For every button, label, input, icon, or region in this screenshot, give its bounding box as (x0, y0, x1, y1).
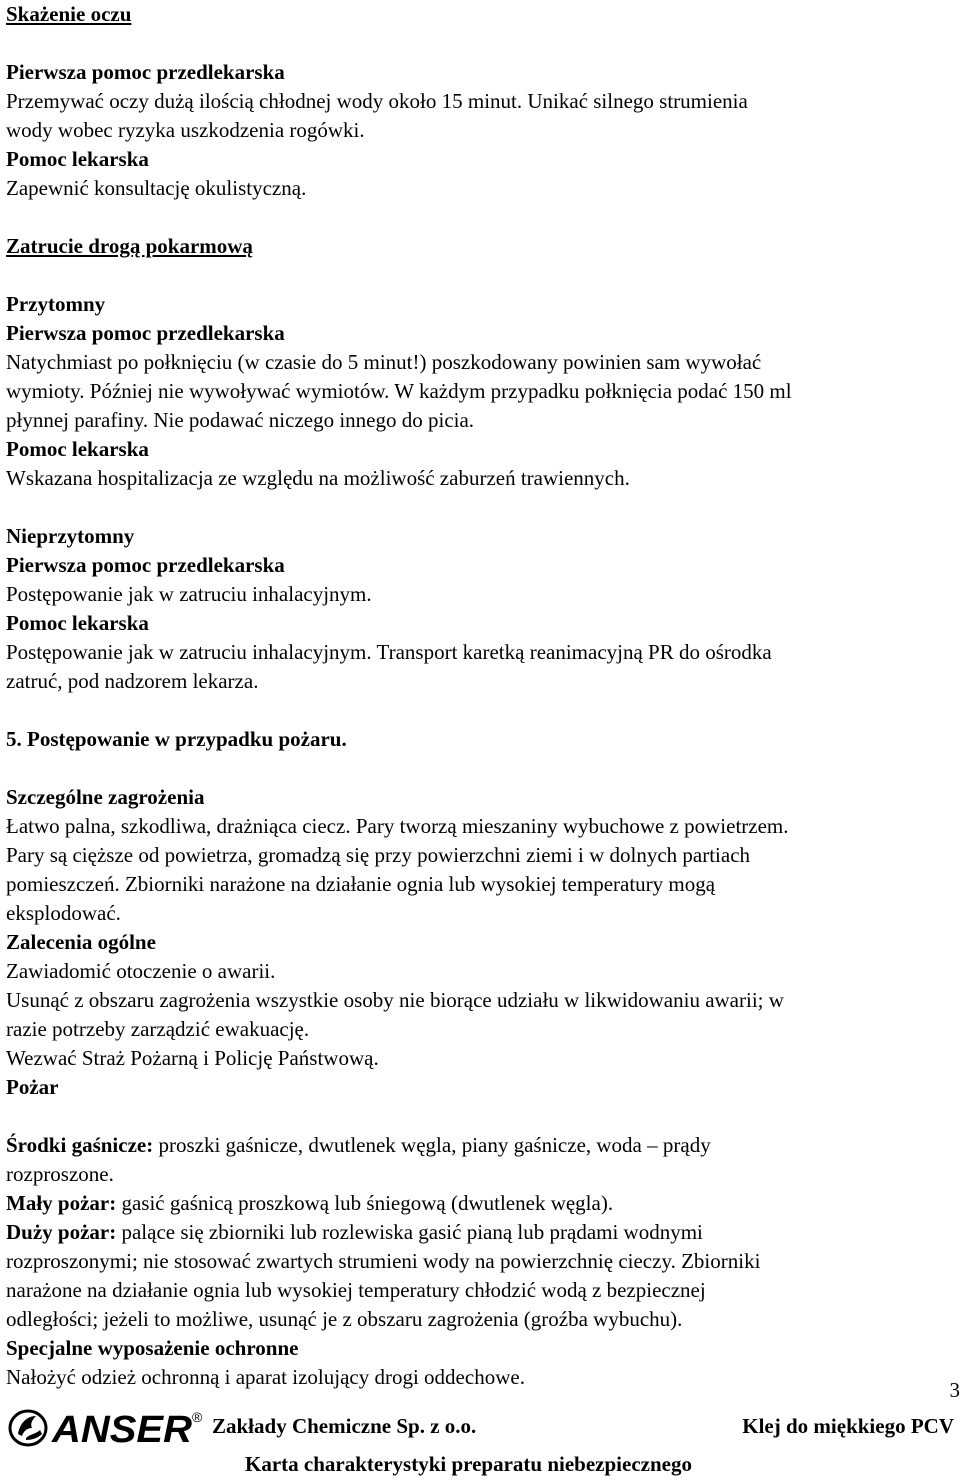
conscious-first-aid-label: Pierwsza pomoc przedlekarska (6, 321, 285, 345)
spacer (6, 493, 954, 522)
fire-label: Pożar (6, 1075, 59, 1099)
spacer (6, 754, 954, 783)
product-name: Klej do miękkiego PCV (742, 1414, 954, 1438)
document-title: Karta charakterystyki preparatu niebezpiecznego (245, 1452, 692, 1476)
small-fire-line (6, 1189, 954, 1218)
eye-medical-text: Zapewnić konsultację okulistyczną. (6, 176, 307, 200)
unconscious-first-aid-text: Postępowanie jak w zatruciu inhalacyjnym. (6, 582, 372, 606)
eye-first-aid-text: wody wobec ryzyka uszkodzenia rogówki. (6, 118, 365, 142)
large-fire-label: Duży pożar: (6, 1220, 117, 1244)
bird-icon (10, 1411, 46, 1445)
eye-heading: Skażenie oczu (6, 2, 132, 26)
large-fire-line (6, 1218, 954, 1247)
large-fire-text: rozproszonymi; nie stosować zwartych strumieni wody na powierzchnię cieczy. Zbiorniki (6, 1249, 761, 1273)
conscious-text: płynnej parafiny. Nie podawać niczego innego do picia. (6, 408, 475, 432)
general-label: Zalecenia ogólne (6, 930, 156, 954)
page-footer (0, 1400, 960, 1480)
ingestion-heading: Zatrucie drogą pokarmową (6, 234, 253, 258)
unconscious-medical-text: Postępowanie jak w zatruciu inhalacyjnym. Transport karetką reanimacyjną PR do ośrodka (6, 640, 772, 664)
hazards-text: Łatwo palna, szkodliwa, drażniąca ciecz. Pary tworzą mieszaniny wybuchowe z powietrzem. (6, 814, 789, 838)
hazards-text: pomieszczeń. Zbiorniki narażone na działanie ognia lub wysokiej temperatury mogą (6, 872, 716, 896)
extinguishers-label: Środki gaśnicze: (6, 1133, 154, 1157)
document-body (6, 0, 954, 1392)
general-text: Zawiadomić otoczenie o awarii. (6, 959, 276, 983)
conscious-medical-text: Wskazana hospitalizacja ze względu na możliwość zaburzeń trawiennych. (6, 466, 630, 490)
spacer (6, 261, 954, 290)
eye-first-aid-text: Przemywać oczy dużą ilością chłodnej wody około 15 minut. Unikać silnego strumienia (6, 89, 748, 113)
general-text: Usunąć z obszaru zagrożenia wszystkie osoby nie biorące udziału w likwidowaniu awarii; w (6, 988, 784, 1012)
large-fire-text: palące się zbiorniki lub rozlewiska gasić pianą lub prądami wodnymi (116, 1220, 703, 1244)
spacer (6, 696, 954, 725)
conscious-text: Natychmiast po połknięciu (w czasie do 5 minut!) poszkodowany powinien sam wywołać (6, 350, 762, 374)
small-fire-label: Mały pożar: (6, 1191, 117, 1215)
large-fire-text: narażone na działanie ognia lub wysokiej temperatury chłodzić wodą z bezpiecznej (6, 1278, 706, 1302)
extinguishers-line (6, 1131, 954, 1160)
general-text: razie potrzeby zarządzić ewakuację. (6, 1017, 310, 1041)
company-name: Zakłady Chemiczne Sp. z o.o. (212, 1414, 477, 1438)
spacer (6, 29, 954, 58)
logo-wordmark: ANSER (50, 1409, 193, 1450)
hazards-text: Pary są cięższe od powietrza, gromadzą się przy powierzchni ziemi i w dolnych partiach (6, 843, 751, 867)
unconscious-medical-text: zatruć, pod nadzorem lekarza. (6, 669, 259, 693)
extinguishers-text: rozproszone. (6, 1162, 114, 1186)
unconscious-first-aid-label: Pierwsza pomoc przedlekarska (6, 553, 285, 577)
large-fire-text: odległości; jeżeli to możliwe, usunąć je z obszaru zagrożenia (groźba wybuchu). (6, 1307, 683, 1331)
unconscious-medical-label: Pomoc lekarska (6, 611, 149, 635)
section-heading: 5. Postępowanie w przypadku pożaru. (6, 727, 347, 751)
conscious-text: wymioty. Później nie wywoływać wymiotów. W każdym przypadku połknięcia podać 150 ml (6, 379, 792, 403)
spacer (6, 203, 954, 232)
extinguishers-text: proszki gaśnicze, dwutlenek węgla, piany gaśnicze, woda – prądy (153, 1133, 711, 1157)
small-fire-text: gasić gaśnicą proszkową lub śniegową (dwutlenek węgla). (116, 1191, 614, 1215)
conscious-medical-label: Pomoc lekarska (6, 437, 149, 461)
eye-medical-label: Pomoc lekarska (6, 147, 149, 171)
hazards-label: Szczególne zagrożenia (6, 785, 205, 809)
hazards-text: eksplodować. (6, 901, 121, 925)
eye-first-aid-label: Pierwsza pomoc przedlekarska (6, 60, 285, 84)
equipment-text: Nałożyć odzież ochronną i aparat izolujący drogi oddechowe. (6, 1365, 525, 1389)
general-text: Wezwać Straż Pożarną i Policję Państwową. (6, 1046, 379, 1070)
registered-mark: ® (192, 1409, 203, 1425)
equipment-label: Specjalne wyposażenie ochronne (6, 1336, 299, 1360)
conscious-label: Przytomny (6, 292, 106, 316)
spacer (6, 1102, 954, 1131)
page-number: 3 (949, 1378, 960, 1402)
anser-logo (6, 1404, 206, 1450)
unconscious-label: Nieprzytomny (6, 524, 135, 548)
